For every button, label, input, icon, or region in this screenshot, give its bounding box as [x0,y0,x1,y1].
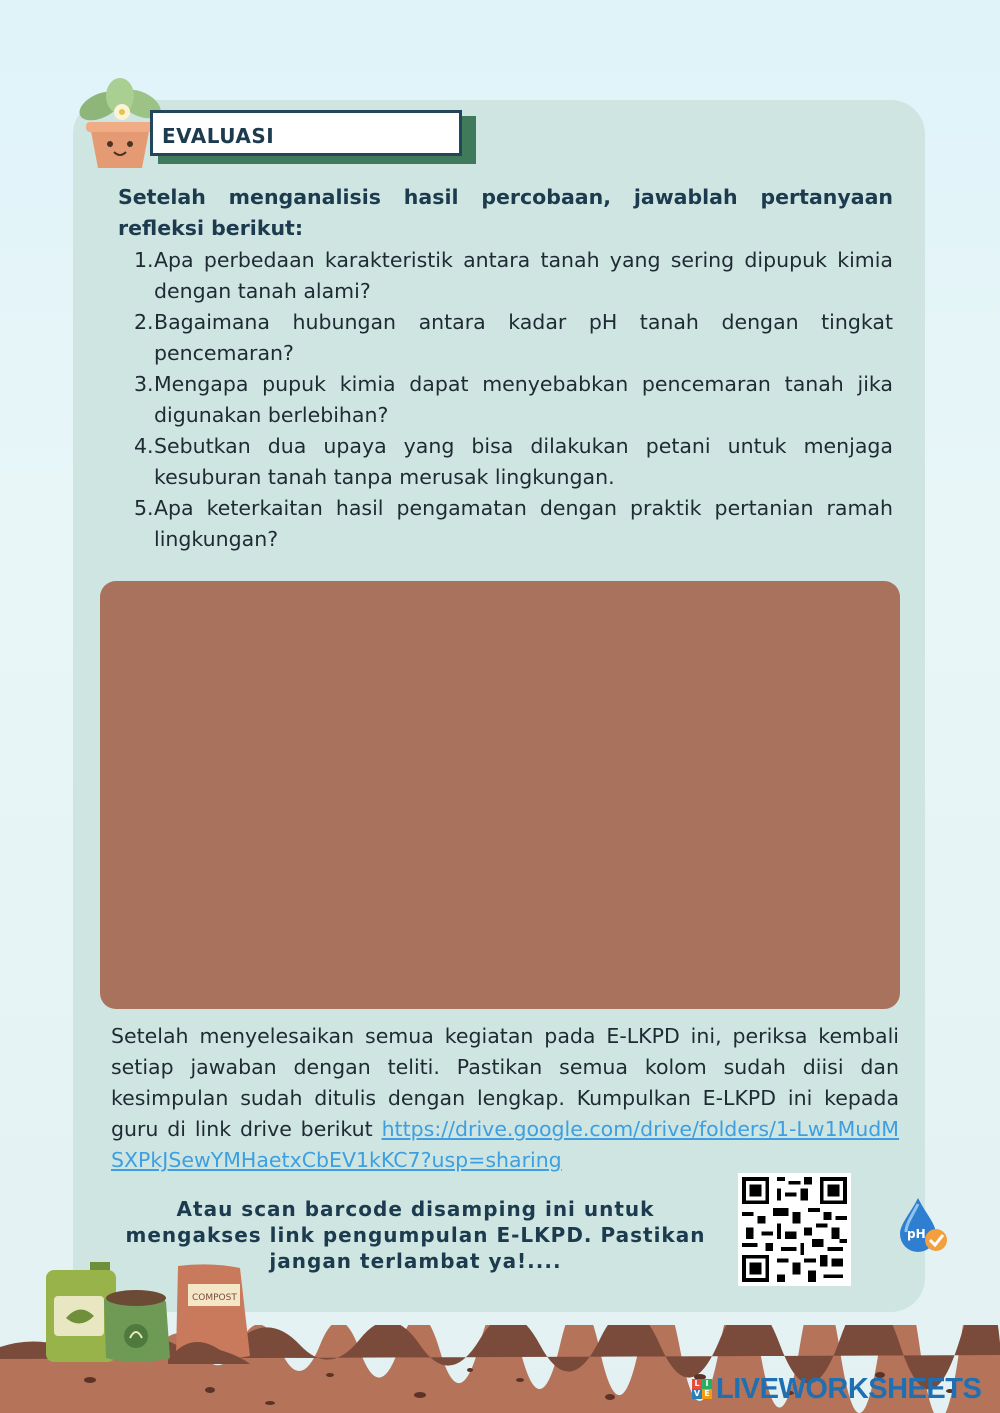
section-title: EVALUASI [162,124,275,148]
closing-text: Setelah menyelesaikan semua kegiatan pada E-LKPD ini, periksa kembali setiap jawaban dengan teliti. Pastikan semua kolom sudah diisi dan kesimpulan sudah ditulis dengan lengkap. Kumpulkan E-LKPD ini kepada guru di link drive berikut [111,1024,899,1141]
liveworksheets-logo [692,1373,981,1405]
question-item [118,431,893,493]
question-text: Sebutkan dua upaya yang bisa dilakukan petani untuk menjaga kesuburan tanah tanpa merusak lingkungan. [154,434,893,489]
question-item [118,369,893,431]
question-item [118,307,893,369]
question-number: 5. [134,496,154,520]
question-number: 2. [134,310,154,334]
logo-grid-icon: L I V E [692,1379,712,1399]
question-text: Apa keterkaitan hasil pengamatan dengan praktik pertanian ramah lingkungan? [154,496,893,551]
question-number: 3. [134,372,154,396]
intro-text: Setelah menganalisis hasil percobaan, jawablah pertanyaan refleksi berikut: [118,185,893,240]
scan-instruction: Atau scan barcode disamping ini untuk mengakses link pengumpulan E-LKPD. Pastikan jangan terlambat ya!.... [125,1197,706,1273]
question-text: Bagaimana hubungan antara kadar pH tanah dengan tingkat pencemaran? [154,310,893,365]
question-item [118,245,893,307]
question-text: Apa perbedaan karakteristik antara tanah yang sering dipupuk kimia dengan tanah alami? [154,248,893,303]
closing-paragraph [111,1021,899,1176]
question-text: Mengapa pupuk kimia dapat menyebabkan pencemaran tanah jika digunakan berlebihan? [154,372,893,427]
answer-textarea[interactable] [100,581,900,1009]
ph-label: pH [907,1227,926,1241]
fertilizer-products-icon [40,1260,255,1365]
qr-code-icon[interactable] [738,1173,851,1286]
question-item [118,493,893,555]
question-number: 4. [134,434,154,458]
question-list [118,245,893,555]
ph-drop-icon [896,1196,950,1256]
question-number: 1. [134,248,154,272]
logo-wordmark: LIVEWORKSHEETS [716,1372,982,1405]
compost-label: COMPOST [192,1293,237,1303]
drive-link[interactable]: https://drive.google.com/drive/folders/1-Lw1MudMSXPkJSewYMHaetxCbEV1kKC7?usp=sharing [111,1117,899,1172]
